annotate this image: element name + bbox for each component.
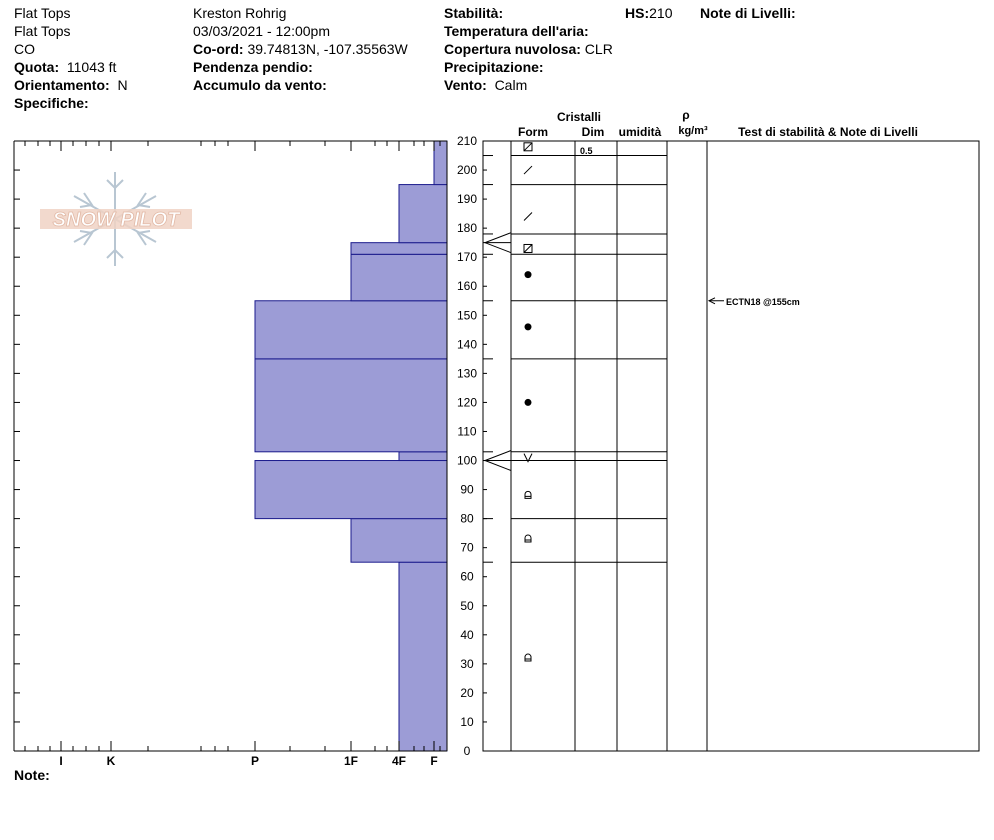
rho-header: ρ (682, 108, 690, 122)
tests-header: Test di stabilità & Note di Livelli (738, 125, 918, 139)
depth-label: 100 (456, 453, 478, 468)
rounded-faceted-icon (525, 535, 531, 542)
crystals-header: Cristalli (556, 110, 602, 124)
cloud-label: Copertura nuvolosa: (444, 41, 581, 57)
hardness-label: 4F (391, 754, 407, 768)
table-frame (483, 141, 979, 751)
depth-label: 20 (460, 685, 474, 700)
hardness-bar (351, 254, 447, 300)
depth-label: 50 (460, 598, 474, 613)
precip-label: Precipitazione: (444, 59, 544, 75)
rounded-grains-icon (525, 399, 532, 406)
depth-label: 120 (456, 395, 478, 410)
air-temp-label: Temperatura dell'aria: (444, 23, 589, 39)
depth-label: 30 (460, 656, 474, 671)
density-unit-header: kg/m³ (678, 125, 708, 137)
depth-label: 70 (460, 540, 474, 555)
specifics-label: Specifiche: (14, 95, 89, 111)
wind-label: Vento: (444, 77, 487, 93)
crust-icon (524, 143, 532, 151)
depth-label: 170 (456, 250, 478, 265)
hardness-label: P (250, 754, 260, 768)
hardness-bar (255, 359, 447, 452)
depth-label: 0 (463, 744, 471, 758)
datetime: 03/03/2021 - 12:00pm (193, 23, 330, 39)
hardness-label: K (106, 754, 116, 768)
logo-text: SNOW PILOT (52, 209, 180, 231)
depth-label: 40 (460, 627, 474, 642)
depth-label: 190 (456, 192, 478, 207)
hardness-label: 1F (343, 754, 359, 768)
coord-label: Co-ord: (193, 41, 244, 57)
hardness-bar (351, 243, 447, 255)
depth-label: 140 (456, 337, 478, 352)
layer-table (483, 141, 979, 751)
depth-label: 180 (456, 221, 478, 236)
depth-label: 130 (456, 366, 478, 381)
layer-notes-label: Note di Livelli: (700, 5, 796, 21)
grain-size-label: 0.5 (580, 146, 593, 156)
rounded-grains-icon (525, 271, 532, 278)
stability-label: Stabilità: (444, 5, 504, 21)
hardness-label: I (59, 754, 63, 768)
depth-label: 110 (457, 424, 477, 439)
hs-label: HS: (625, 5, 650, 21)
depth-label: 210 (456, 134, 478, 148)
state: CO (14, 41, 35, 57)
decomposing-icon (524, 166, 532, 174)
depth-label: 80 (460, 511, 474, 526)
wind-value: Calm (494, 77, 528, 93)
test-label: ECTN18 @155cm (726, 296, 800, 307)
depth-label: 150 (456, 308, 478, 323)
hs-value: 210 (649, 5, 673, 21)
location: Flat Tops (14, 5, 71, 21)
cloud-value: CLR (584, 41, 613, 57)
hardness-bar (255, 461, 447, 519)
depth-label: 160 (456, 279, 478, 294)
range: Flat Tops (14, 23, 71, 39)
observer: Kreston Rohrig (193, 5, 287, 21)
aspect-value: N (117, 77, 128, 93)
depth-label: 200 (456, 163, 478, 178)
size-header: Dim (581, 125, 605, 139)
elevation-label: Quota: (14, 59, 60, 75)
notes-label: Note: (14, 767, 50, 783)
depth-label: 10 (460, 714, 474, 729)
hardness-label: F (430, 754, 438, 768)
slope-label: Pendenza pendio: (193, 59, 313, 75)
wind-loading-label: Accumulo da vento: (193, 77, 327, 93)
rounded-faceted-icon (525, 491, 531, 498)
crust-icon (524, 244, 532, 252)
hardness-bar (399, 452, 447, 461)
hardness-bar (399, 562, 447, 751)
hardness-bar (434, 141, 447, 185)
aspect-label: Orientamento: (14, 77, 110, 93)
depth-label: 60 (460, 569, 474, 584)
rounded-grains-icon (525, 323, 532, 330)
coord-value: 39.74813N, -107.35563W (247, 41, 408, 57)
depth-label: 90 (460, 482, 474, 497)
elevation-value: 11043 ft (66, 59, 117, 75)
decomposing-icon (524, 213, 532, 221)
hardness-bar (255, 301, 447, 359)
hardness-bar (399, 185, 447, 243)
moisture-header: umidità (618, 125, 662, 139)
form-header: Form (518, 125, 548, 139)
rounded-faceted-icon (525, 654, 531, 661)
hardness-bar (351, 519, 447, 563)
snowpilot-logo (40, 172, 192, 266)
